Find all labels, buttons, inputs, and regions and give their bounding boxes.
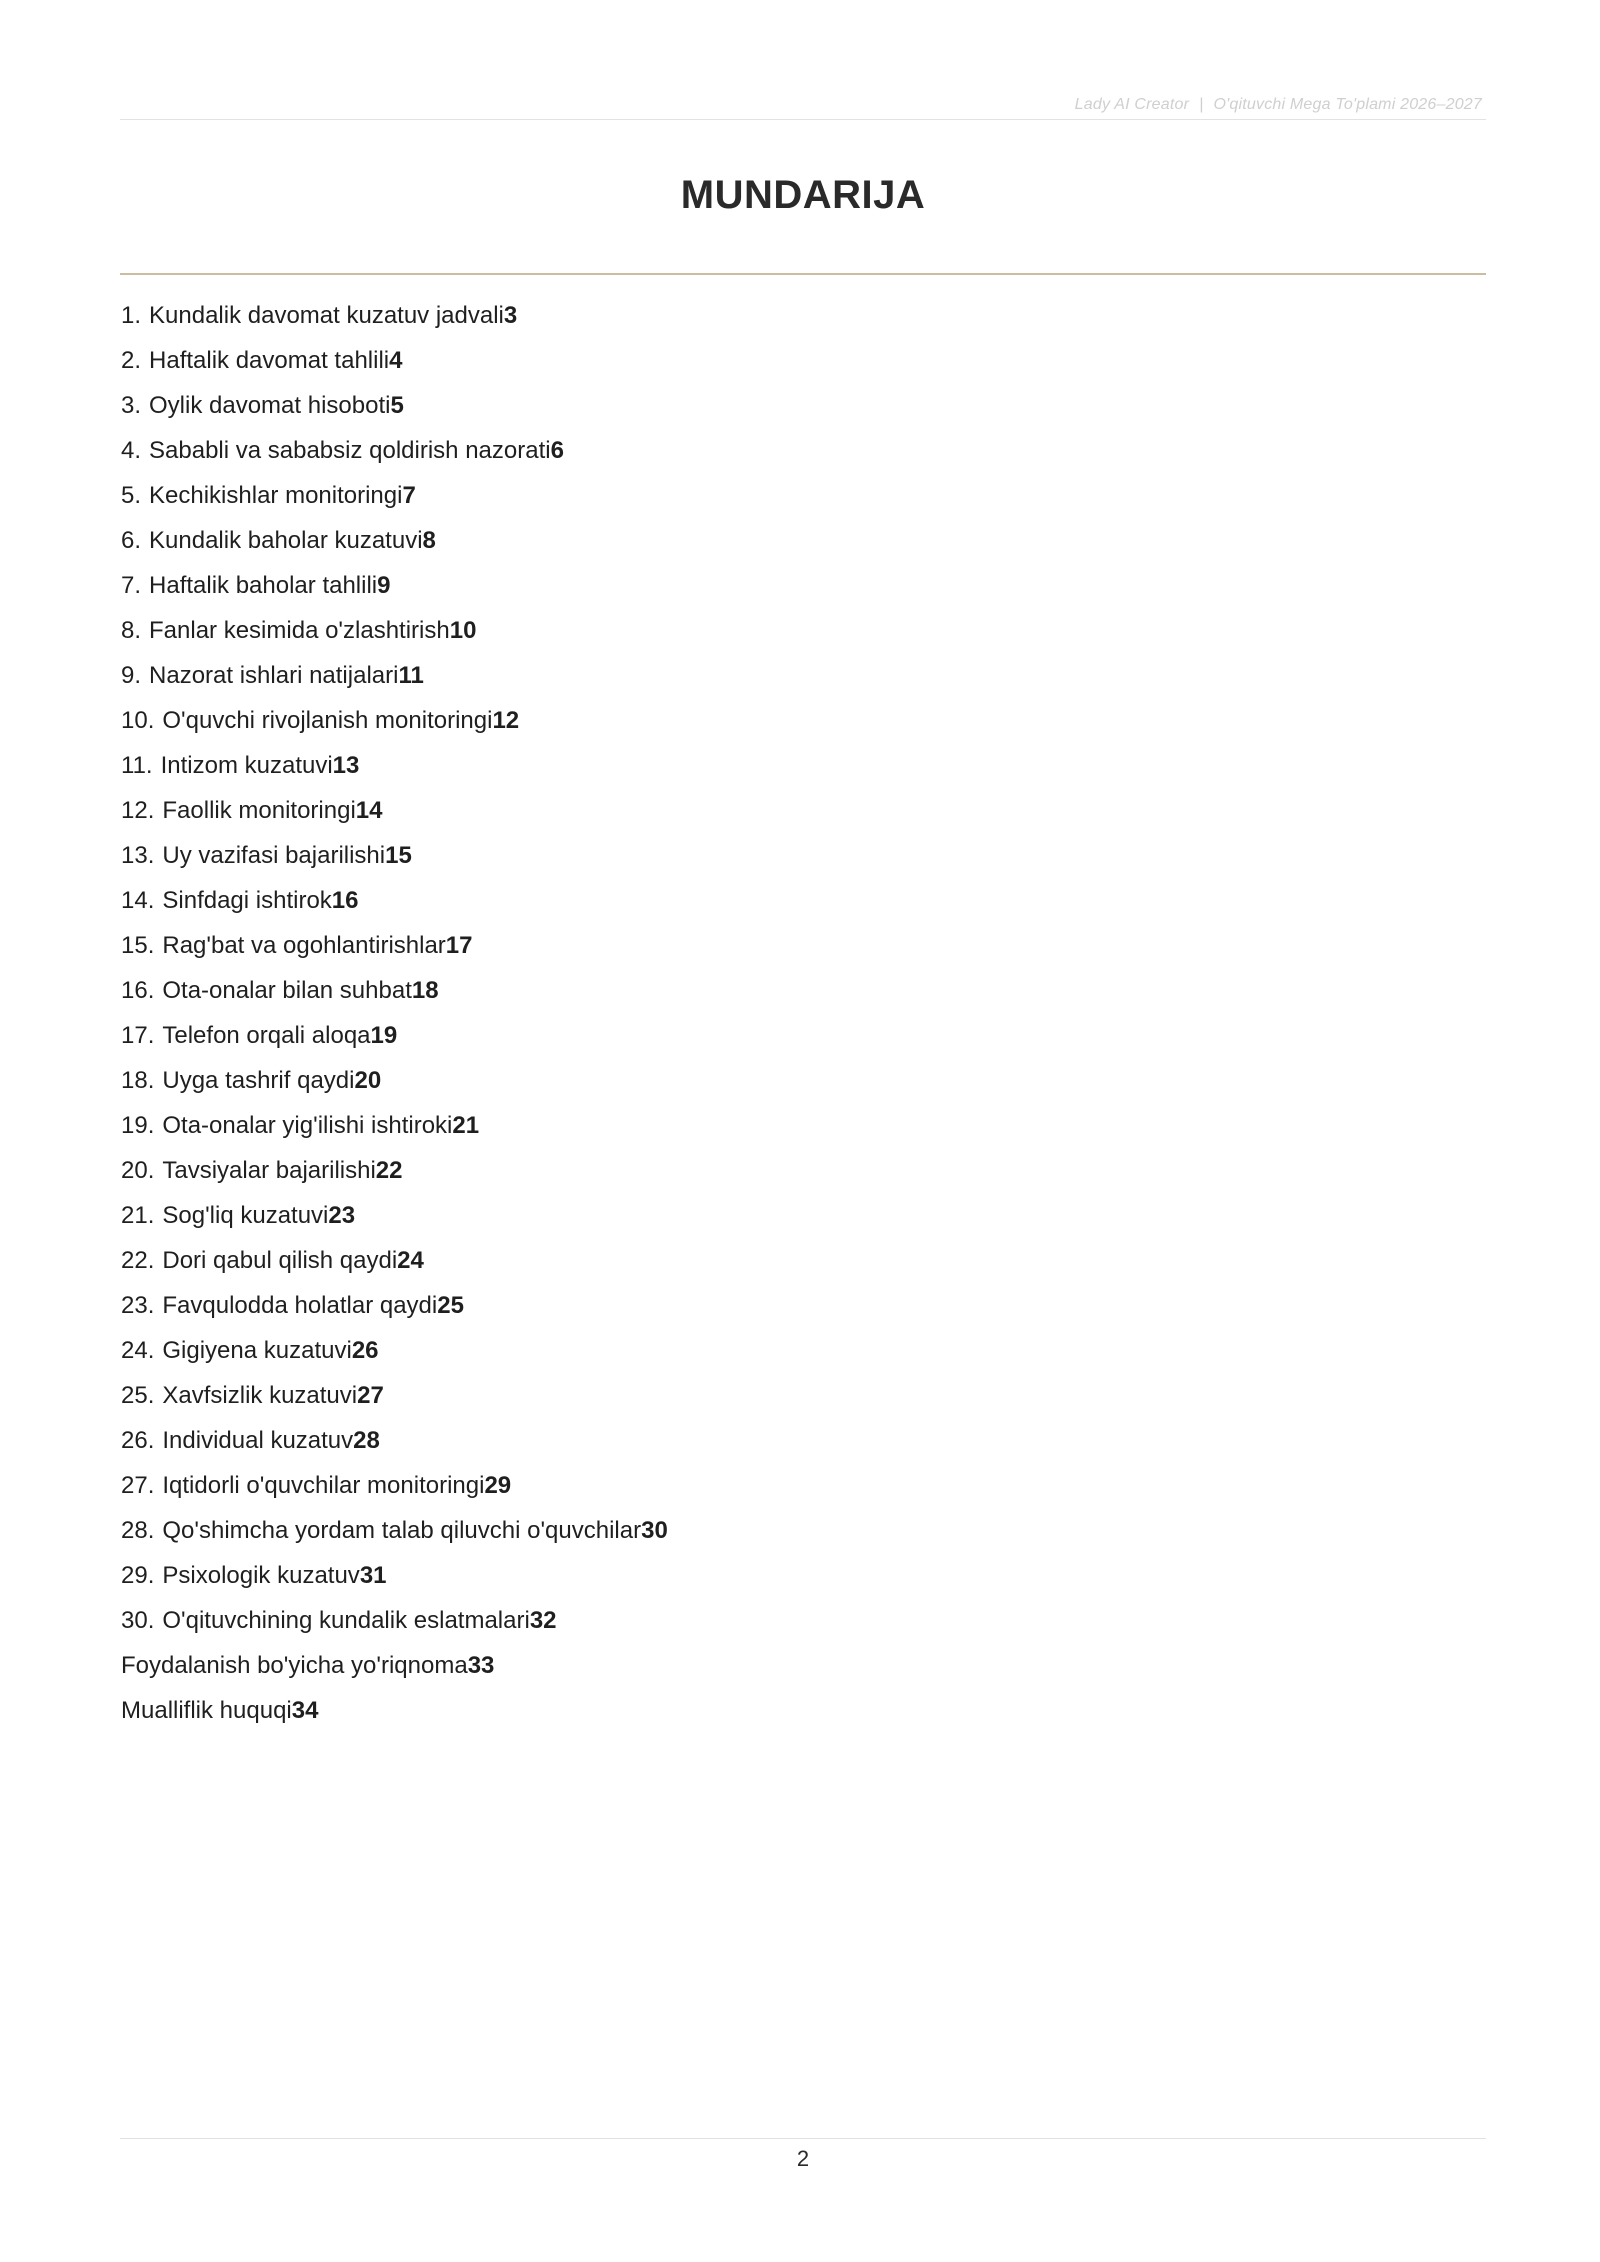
running-header: [1075, 96, 1482, 114]
toc-entry-title: Haftalik baholar tahlili: [149, 572, 378, 599]
toc-entry-number: 21.: [121, 1202, 155, 1229]
toc-entry-page: 7: [402, 482, 416, 509]
toc-entry-page: 19: [370, 1022, 398, 1049]
toc-entry-number: 30.: [121, 1607, 155, 1634]
toc-entry[interactable]: [121, 656, 1321, 701]
toc-entry-title: Intizom kuzatuvi: [160, 752, 333, 779]
toc-entry[interactable]: [121, 611, 1321, 656]
toc-entry-number: 15.: [121, 932, 155, 959]
toc-entry-page: 4: [389, 347, 403, 374]
toc-entry[interactable]: [121, 1061, 1321, 1106]
toc-entry-number: 1.: [121, 302, 142, 329]
toc-entry[interactable]: [121, 1241, 1321, 1286]
toc-entry[interactable]: [121, 971, 1321, 1016]
toc-entry-title: Nazorat ishlari natijalari: [149, 662, 399, 689]
title-divider: [120, 273, 1486, 275]
toc-entry-page: 16: [331, 887, 359, 914]
toc-entry[interactable]: [121, 566, 1321, 611]
toc-entry-title: Foydalanish bo'yicha yo'riqnoma: [121, 1652, 468, 1679]
toc-entry-number: 29.: [121, 1562, 155, 1589]
toc-entry-number: 16.: [121, 977, 155, 1004]
toc-entry-number: 26.: [121, 1427, 155, 1454]
toc-entry-page: 14: [355, 797, 383, 824]
toc-entry-page: 30: [641, 1517, 668, 1544]
page-title: MUNDARIJA: [680, 172, 926, 217]
toc-entry-page: 26: [351, 1337, 379, 1364]
toc-entry-page: 28: [353, 1427, 380, 1454]
toc-entry[interactable]: [121, 1331, 1321, 1376]
toc-entry-title: Telefon orqali aloqa: [162, 1022, 371, 1049]
toc-entry-page: 33: [467, 1652, 495, 1679]
toc-entry-number: 13.: [121, 842, 155, 869]
toc-entry-page: 34: [291, 1697, 319, 1724]
toc-entry[interactable]: [121, 386, 1321, 431]
toc-entry-number: 3.: [121, 392, 142, 419]
toc-entry-title: Individual kuzatuv: [162, 1427, 354, 1454]
toc-entry-title: O'qituvchining kundalik eslatmalari: [162, 1607, 530, 1634]
toc-entry-number: 23.: [121, 1292, 155, 1319]
toc-entry-page: 23: [328, 1202, 356, 1229]
toc-entry-number: 17.: [121, 1022, 155, 1049]
toc-entry-page: 25: [437, 1292, 464, 1319]
toc-entry-title: Faollik monitoringi: [162, 797, 356, 824]
page-number: 2: [796, 2146, 810, 2171]
toc-entry-page: 17: [445, 932, 473, 959]
toc-entry[interactable]: [121, 1016, 1321, 1061]
toc-entry[interactable]: [121, 431, 1321, 476]
toc-entry[interactable]: [121, 296, 1321, 341]
toc-entry-title: Oylik davomat hisoboti: [149, 392, 391, 419]
toc-entry-number: 24.: [121, 1337, 155, 1364]
toc-entry[interactable]: [121, 1646, 1321, 1691]
toc-entry-page: 18: [411, 977, 439, 1004]
toc-entry-title: Psixologik kuzatuv: [162, 1562, 360, 1589]
toc-entry-number: 19.: [121, 1112, 155, 1139]
toc-entry-title: O'quvchi rivojlanish monitoringi: [162, 707, 493, 734]
toc-entry-title: Kundalik davomat kuzatuv jadvali: [149, 302, 504, 329]
toc-entry-number: 7.: [121, 572, 142, 599]
toc-entry[interactable]: [121, 701, 1321, 746]
toc-entry[interactable]: [121, 1691, 1321, 1736]
toc-entry-title: Mualliflik huquqi: [121, 1697, 292, 1724]
toc-entry-title: Kechikishlar monitoringi: [149, 482, 403, 509]
toc-entry-number: 10.: [121, 707, 155, 734]
toc-entry-page: 8: [422, 527, 436, 554]
toc-entry-page: 20: [354, 1067, 382, 1094]
toc-entry-page: 6: [550, 437, 564, 464]
toc-entry[interactable]: [121, 1421, 1321, 1466]
toc-entry-title: Ota-onalar yig'ilishi ishtiroki: [162, 1112, 453, 1139]
toc-entry-number: 2.: [121, 347, 142, 374]
toc-entry-title: Ota-onalar bilan suhbat: [162, 977, 412, 1004]
toc-entry-title: Sog'liq kuzatuvi: [162, 1202, 329, 1229]
toc-entry[interactable]: [121, 1601, 1321, 1646]
header-collection: O'qituvchi Mega To'plami 2026–2027: [1213, 96, 1482, 113]
toc-entry[interactable]: [121, 1466, 1321, 1511]
toc-entry-page: 10: [449, 617, 477, 644]
footer-divider: [120, 2138, 1486, 2139]
toc-entry-title: Rag'bat va ogohlantirishlar: [162, 932, 446, 959]
toc-entry-page: 5: [390, 392, 404, 419]
toc-entry-number: 20.: [121, 1157, 155, 1184]
toc-entry[interactable]: [121, 881, 1321, 926]
toc-entry-number: 4.: [121, 437, 142, 464]
toc-entry-number: 12.: [121, 797, 155, 824]
toc-entry-page: 11: [398, 662, 424, 689]
toc-entry[interactable]: [121, 836, 1321, 881]
toc-entry[interactable]: [121, 926, 1321, 971]
toc-entry-number: 22.: [121, 1247, 155, 1274]
toc-entry-title: Sababli va sababsiz qoldirish nazorati: [149, 437, 551, 464]
toc-entry-page: 29: [484, 1472, 512, 1499]
toc-entry-number: 28.: [121, 1517, 155, 1544]
toc-entry-title: Fanlar kesimida o'zlashtirish: [149, 617, 450, 644]
toc-entry-page: 27: [357, 1382, 384, 1409]
toc-entry-title: Uy vazifasi bajarilishi: [162, 842, 386, 869]
toc-entry[interactable]: [121, 1376, 1321, 1421]
toc-entry-number: 11.: [121, 752, 153, 779]
toc-entry-page: 22: [375, 1157, 403, 1184]
toc-entry[interactable]: [121, 746, 1321, 791]
toc-entry-title: Kundalik baholar kuzatuvi: [149, 527, 423, 554]
header-divider: [120, 119, 1486, 120]
toc-entry-title: Uyga tashrif qaydi: [162, 1067, 355, 1094]
toc-entry-title: Gigiyena kuzatuvi: [162, 1337, 352, 1364]
header-author: Lady AI Creator: [1074, 96, 1190, 113]
toc-entry-number: 27.: [121, 1472, 155, 1499]
toc-entry-page: 21: [452, 1112, 480, 1139]
toc-entry-page: 9: [377, 572, 391, 599]
toc-entry[interactable]: [121, 1196, 1321, 1241]
toc-entry-title: Sinfdagi ishtirok: [162, 887, 332, 914]
toc-entry-page: 31: [359, 1562, 387, 1589]
toc-entry-number: 9.: [121, 662, 142, 689]
toc-entry-number: 8.: [121, 617, 142, 644]
toc-entry-title: Favqulodda holatlar qaydi: [162, 1292, 438, 1319]
toc-entry-number: 14.: [121, 887, 155, 914]
toc-entry-title: Iqtidorli o'quvchilar monitoringi: [162, 1472, 485, 1499]
toc-entry[interactable]: [121, 1106, 1321, 1151]
toc-entry-title: Xavfsizlik kuzatuvi: [162, 1382, 358, 1409]
toc-entry-title: Dori qabul qilish qaydi: [162, 1247, 398, 1274]
toc-entry-number: 18.: [121, 1067, 155, 1094]
toc-entry-page: 24: [397, 1247, 424, 1274]
toc-entry-title: Qo'shimcha yordam talab qiluvchi o'quvchilar: [162, 1517, 642, 1544]
toc-entry[interactable]: [121, 1556, 1321, 1601]
toc-entry-page: 32: [529, 1607, 557, 1634]
toc-entry-number: 5.: [121, 482, 142, 509]
toc-entry[interactable]: [121, 1511, 1321, 1556]
toc-entry-number: 6.: [121, 527, 142, 554]
toc-entry-page: 12: [492, 707, 520, 734]
toc-entry-page: 3: [503, 302, 518, 329]
toc-entry-title: Tavsiyalar bajarilishi: [162, 1157, 376, 1184]
toc-entry[interactable]: [121, 341, 1321, 386]
toc-entry-title: Haftalik davomat tahlili: [149, 347, 390, 374]
toc-entry[interactable]: [121, 1151, 1321, 1196]
toc-entry-page: 15: [385, 842, 412, 869]
toc-entry[interactable]: [121, 521, 1321, 566]
toc-entry-page: 13: [332, 752, 360, 779]
toc-entry-number: 25.: [121, 1382, 155, 1409]
header-separator: |: [1199, 96, 1204, 113]
table-of-contents: [121, 296, 1321, 1736]
toc-entry[interactable]: [121, 791, 1321, 836]
toc-entry[interactable]: [121, 476, 1321, 521]
toc-entry[interactable]: [121, 1286, 1321, 1331]
